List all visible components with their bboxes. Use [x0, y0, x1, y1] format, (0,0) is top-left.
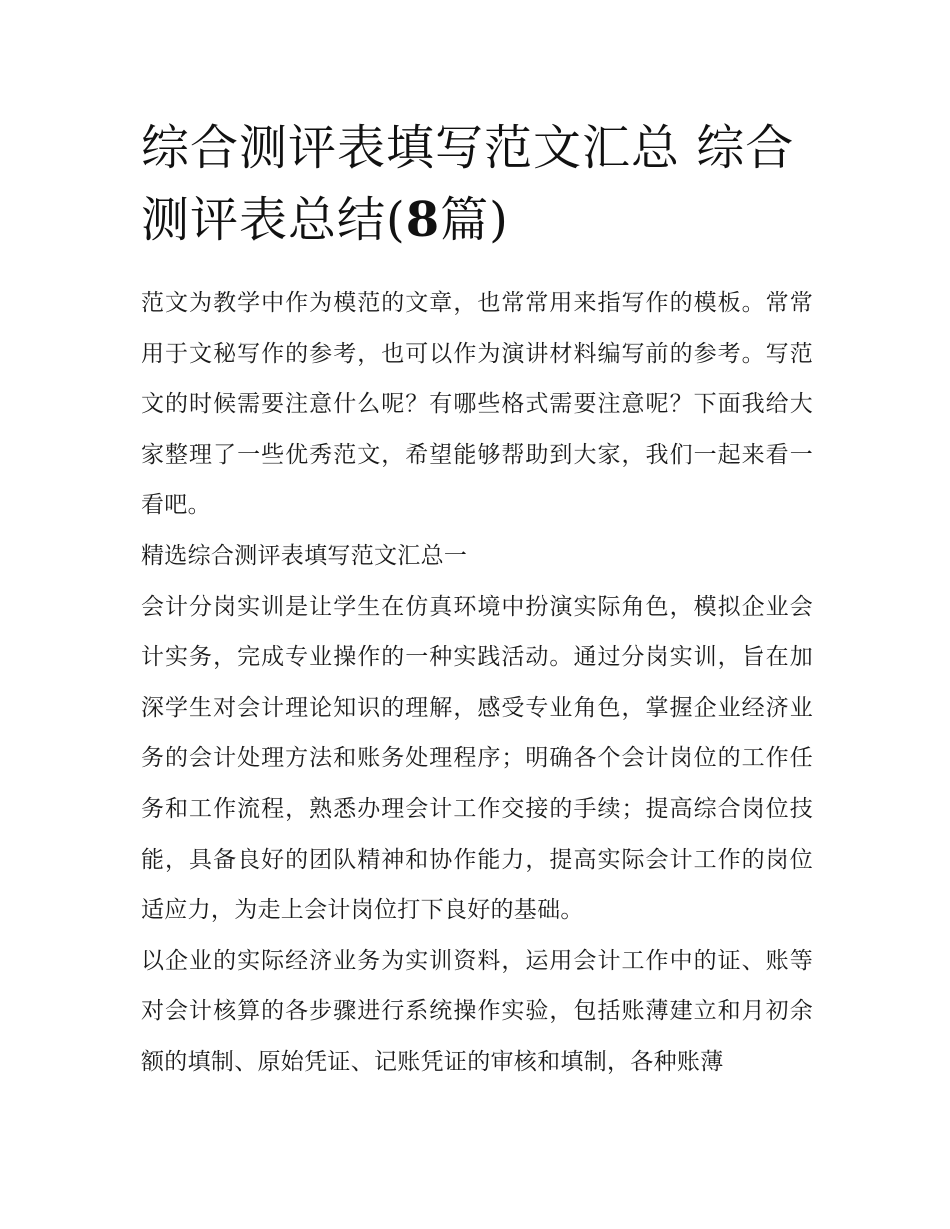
- body-paragraph-1: 会计分岗实训是让学生在仿真环境中扮演实际角色，模拟企业会计实务，完成专业操作的一种实践活动。通过分岗实训，旨在加深学生对会计理论知识的理解，感受专业角色，掌握企业经济业务的会计处理方法和账务处理程序；明确各个会计岗位的工作任务和工作流程，熟悉办理会计工作交接的手续；提高综合岗位技能，具备良好的团队精神和协作能力，提高实际会计工作的岗位适应力，为走上会计岗位打下良好的基础。: [141, 593, 813, 924]
- body-paragraph-2: 以企业的实际经济业务为实训资料，运用会计工作中的证、账等对会计核算的各步骤进行系统操作实验，包括账薄建立和月初余额的填制、原始凭证、记账凭证的审核和填制，各种账薄: [141, 947, 813, 1075]
- title-article-count: 8: [405, 192, 441, 248]
- title-text-start: 综合测评表填写范文汇总 综合测评表总结(: [141, 120, 795, 248]
- section-heading: 精选综合测评表填写范文汇总一: [141, 542, 468, 569]
- document-page: [141, 112, 813, 1088]
- intro-paragraph: 范文为教学中作为模范的文章，也常常用来指写作的模板。常常用于文秘写作的参考，也可以作为演讲材料编写前的参考。写范文的时候需要注意什么呢？有哪些格式需要注意呢？下面我给大家整理了一些优秀范文，希望能够帮助到大家，我们一起来看一看吧。: [141, 290, 813, 519]
- document-title: [141, 112, 813, 256]
- title-text-end: 篇): [440, 192, 509, 248]
